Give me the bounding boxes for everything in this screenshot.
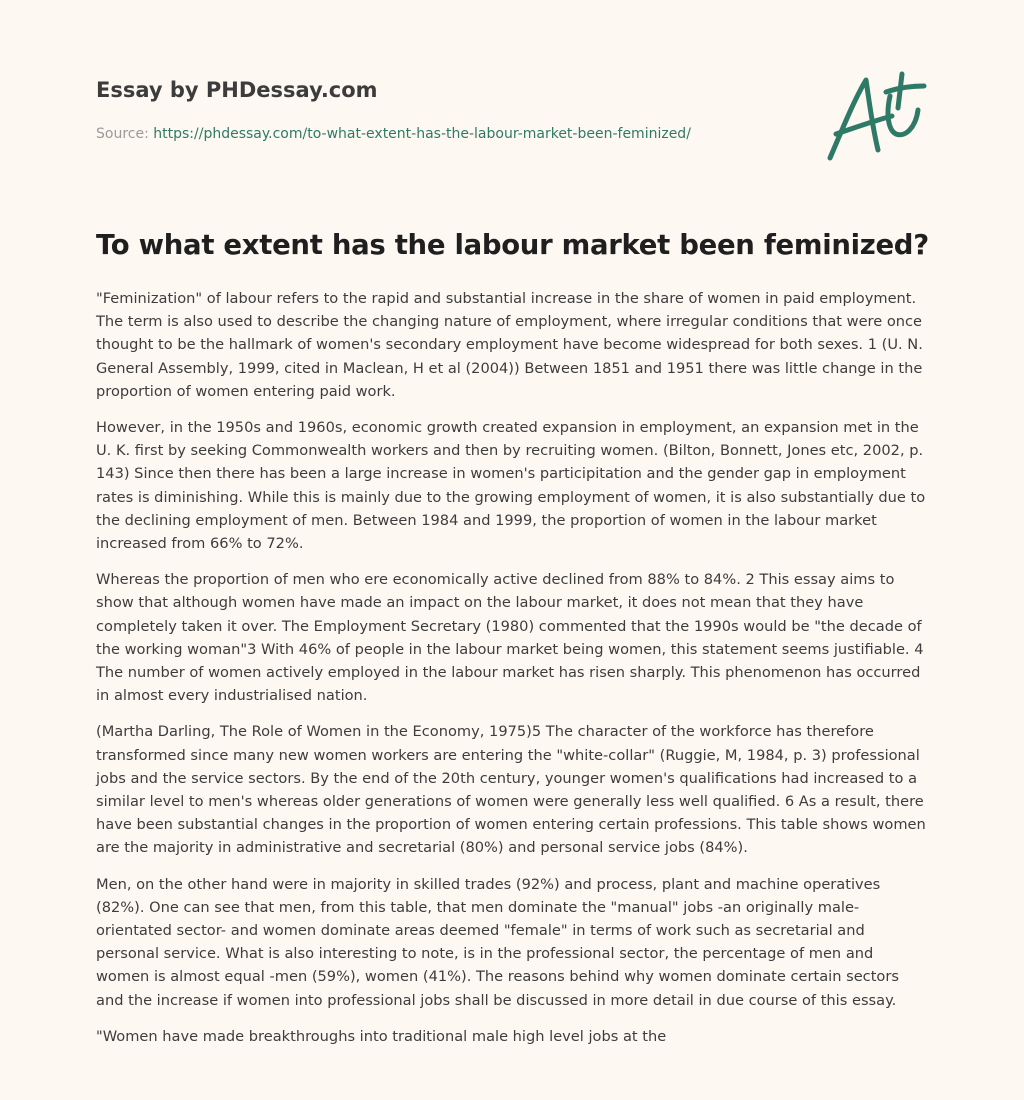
paragraph: (Martha Darling, The Role of Women in the Economy, 1975)5 The character of the workforce has therefore transformed since many new women workers are entering the "white-collar" (Ruggie, M, 1984, p. 3) professional jobs and the service sectors. By the end of the 20th century, younger women's qualifications had increased to a similar level to men's whereas older generations of women were generally less well qualified. 6 As a result, there have been substantial changes in the proportion of women entering certain professions. This table shows women are the majority in administrative and secretarial (80%) and personal service jobs (84%). [96,723,926,857]
paragraph: "Women have made breakthroughs into traditional male high level jobs at the [96,1027,667,1045]
source-label: Source: [96,126,149,142]
paragraph: Men, on the other hand were in majority in skilled trades (92%) and process, plant and machine operatives (82%). One can see that men, from this table, that men dominate the "manual" jobs -an originally male-orientated sector- and women dominate areas deemed "female" in terms of work such as secretarial and personal service. What is also interesting to note, is in the professional sector, the percentage of men and women is almost equal -men (59%), women (41%). The reasons behind why women dominate certain sectors and the increase if women into professional jobs shall be discussed in more detail in due course of this essay. [96,875,899,1009]
header [96,76,816,144]
source-link[interactable]: https://phdessay.com/to-what-extent-has-the-labour-market-been-feminized/ [153,126,691,142]
brand-title: Essay by PHDessay.com [96,78,378,102]
paragraph: Whereas the proportion of men who ere economically active declined from 88% to 84%. 2 This essay aims to show that although women have made an impact on the labour market, it does not mean that they have completely taken it over. The Employment Secretary (1980) commented that the 1990s would be "the decade of the working woman"3 With 46% of people in the labour market being women, this statement seems justifiable. 4 The number of women actively employed in the labour market has risen sharply. This phenomenon has occurred in almost every industrialised nation. [96,571,924,705]
source-line [96,124,816,144]
a-plus-logo-icon [822,70,928,166]
essay-title: To what extent has the labour market been feminized? [96,229,929,261]
paragraph: "Feminization" of labour refers to the rapid and substantial increase in the share of women in paid employment. The term is also used to describe the changing nature of employment, where irregular conditions that were once thought to be the hallmark of women's secondary employment have become widespread for both sexes. 1 (U. N. General Assembly, 1999, cited in Maclean, H et al (2004)) Between 1851 and 1951 there was little change in the proportion of women entering paid work. [96,290,923,400]
essay-body [96,287,928,1061]
paragraph: However, in the 1950s and 1960s, economic growth created expansion in employment, an expansion met in the U. K. first by seeking Commonwealth workers and then by recruiting women. (Bilton, Bonnett, Jones etc, 2002, p. 143) Since then there has been a large increase in women's participitation and the gender gap in employment rates is diminishing. While this is mainly due to the growing employment of women, it is also substantially due to the declining employment of men. Between 1984 and 1999, the proportion of women in the labour market increased from 66% to 72%. [96,419,926,553]
